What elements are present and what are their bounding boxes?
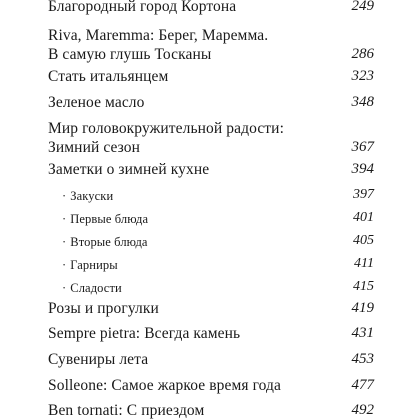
toc-entry — [48, 299, 374, 318]
toc-entry — [48, 324, 374, 343]
bullet: · — [62, 189, 67, 203]
bullet: · — [62, 258, 67, 272]
bullet: · — [62, 212, 67, 226]
entry-title: Зеленое масло — [48, 94, 145, 111]
subentry-label: Гарниры — [70, 258, 118, 272]
entry-title: Розы и прогулки — [48, 300, 159, 317]
subentry-label: Первые блюда — [70, 212, 149, 226]
page-number: 394 — [351, 161, 374, 177]
subentry-title — [48, 188, 374, 204]
page-number: 367 — [351, 139, 374, 155]
entry-title: Стать итальянцем — [48, 68, 169, 85]
toc-entry — [48, 67, 374, 86]
entry-title: Sempre pietra: Всегда камень — [48, 325, 241, 342]
page-number: 453 — [351, 351, 374, 367]
subentry-title — [48, 257, 374, 273]
page-number: 405 — [353, 233, 374, 248]
toc-subentry — [48, 211, 374, 227]
page-number: 286 — [351, 46, 374, 62]
toc-subentry — [48, 280, 374, 296]
page-number: 492 — [351, 402, 374, 418]
subentry-title — [48, 211, 374, 227]
toc-entry — [48, 160, 374, 179]
toc-entry — [48, 376, 374, 395]
toc-subentry — [48, 234, 374, 250]
subentry-title — [48, 280, 374, 296]
toc-entry — [48, 119, 374, 157]
subentry-label: Закуски — [70, 189, 114, 203]
entry-title: Solleone: Самое жаркое время года — [48, 377, 282, 394]
page-number: 397 — [353, 187, 374, 202]
page-number: 419 — [351, 300, 374, 316]
toc-entry — [48, 26, 374, 64]
bullet: · — [62, 235, 67, 249]
page-number: 477 — [351, 377, 374, 393]
toc-entry — [48, 93, 374, 112]
toc-entry — [48, 0, 374, 16]
page-number: 411 — [354, 256, 374, 271]
toc-subentry — [48, 188, 374, 204]
entry-title: Заметки о зимней кухне — [48, 161, 210, 178]
bullet: · — [62, 281, 67, 295]
page-number: 401 — [353, 210, 374, 225]
subentry-label: Сладости — [70, 281, 122, 295]
entry-title-line-2: Зимний сезон — [48, 139, 141, 156]
page-number: 249 — [351, 0, 374, 14]
entry-title: Мир головокружительной радости: — [48, 120, 284, 137]
page-number: 431 — [351, 325, 374, 341]
page-number: 348 — [351, 94, 374, 110]
subentry-title — [48, 234, 374, 250]
entry-title-line-2: В самую глушь Тосканы — [48, 46, 212, 63]
toc-entry — [48, 350, 374, 369]
entry-title: Благородный город Кортона — [48, 0, 237, 15]
entry-title: Riva, Maremma: Берег, Маремма. — [48, 27, 269, 44]
toc-entry — [48, 401, 374, 420]
entry-title: Сувениры лета — [48, 351, 149, 368]
page-number: 323 — [351, 68, 374, 84]
toc-subentry — [48, 257, 374, 273]
entry-title: Ben tornati: С приездом — [48, 402, 205, 419]
page-number: 415 — [353, 279, 374, 294]
subentry-label: Вторые блюда — [70, 235, 148, 249]
